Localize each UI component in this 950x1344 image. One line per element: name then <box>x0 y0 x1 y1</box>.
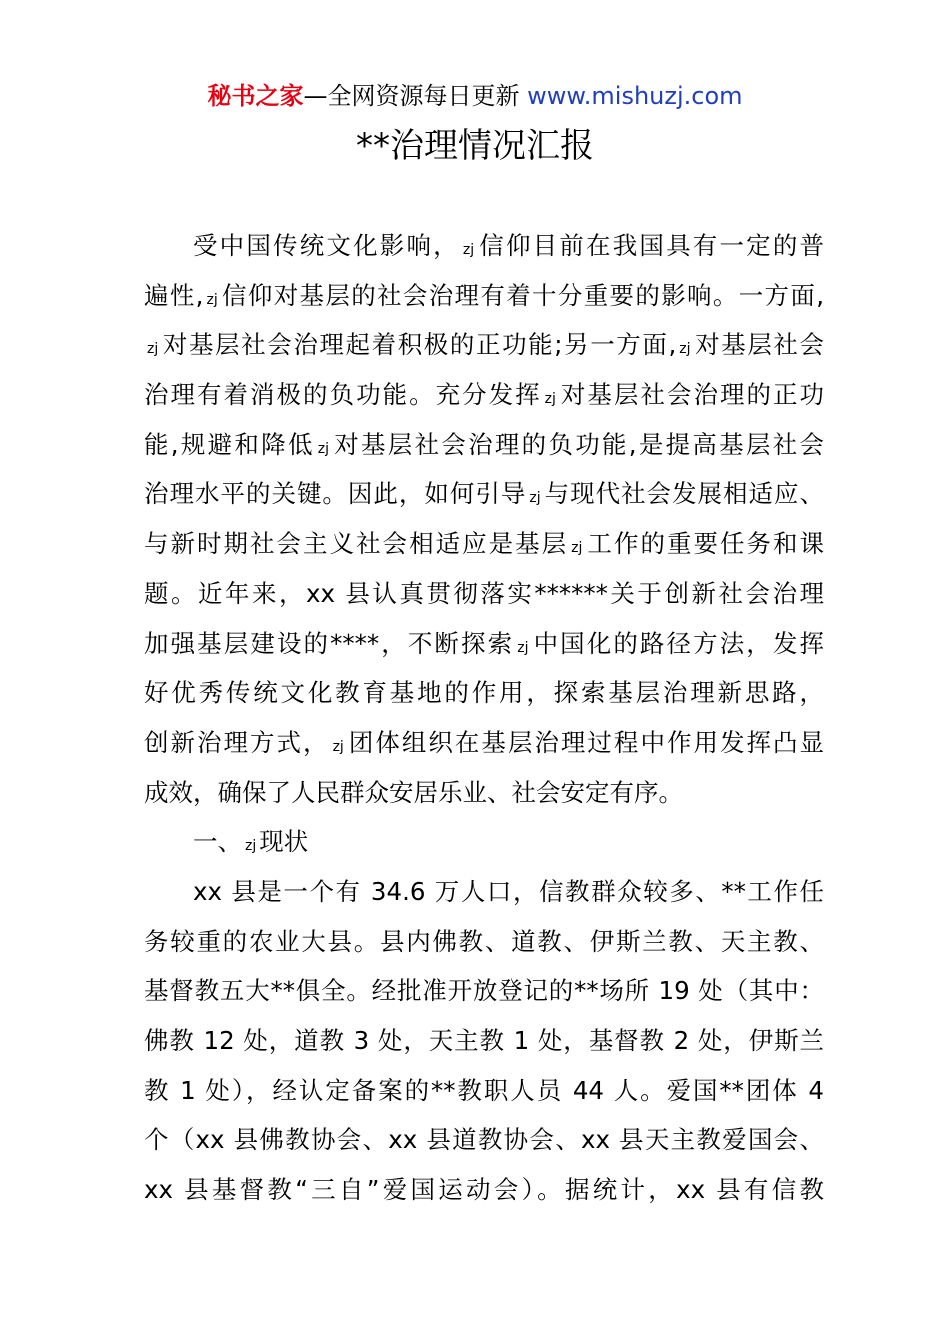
text-line: 受中国传统文化影响， zj 信仰目前在我国具有一定的普 <box>193 231 825 260</box>
site-tagline: —全网资源每日更新 <box>303 82 520 110</box>
text-line: 个（xx 县佛教协会、xx 县道教协会、xx 县天主教爱国会、 <box>144 1125 824 1155</box>
text-line: 好优秀传统文化教育基地的作用，探索基层治理新思路， <box>144 678 824 708</box>
text-line: 佛教 12 处，道教 3 处，天主教 1 处，基督教 2 处，伊斯兰 <box>144 1026 824 1056</box>
site-url-link[interactable]: www.mishuzj.com <box>527 82 743 110</box>
site-banner <box>0 80 950 112</box>
text-line: 务较重的农业大县。县内佛教、道教、伊斯兰教、天主教、 <box>144 926 824 956</box>
text-line: 加强基层建设的****，不断探索 zj 中国化的路径方法，发挥 <box>144 628 824 658</box>
text-line: 遍性, zj 信仰对基层的社会治理有着十分重要的影响。一方面, <box>144 280 824 310</box>
text-line: 治理有着消极的负功能。充分发挥 zj 对基层社会治理的正功 <box>144 380 825 410</box>
text-line: 治理水平的关键。因此，如何引导 zj 与现代社会发展相适应、 <box>144 479 825 509</box>
text-line: 创新治理方式， zj 团体组织在基层治理过程中作用发挥凸显 <box>144 727 825 757</box>
text-line: 成效，确保了人民群众安居乐业、社会安定有序。 <box>144 777 683 807</box>
section-heading <box>144 817 824 867</box>
text-line: zj 对基层社会治理起着积极的正功能;另一方面, zj 对基层社会 <box>147 330 825 360</box>
text-line: 题。近年来，xx 县认真贯彻落实******关于创新社会治理 <box>144 578 824 608</box>
text-line: 与新时期社会主义社会相适应是基层 zj 工作的重要任务和课 <box>144 529 825 559</box>
site-brand: 秘书之家 <box>207 82 304 110</box>
intro-paragraph <box>144 221 824 817</box>
text-line: 能,规避和降低 zj 对基层社会治理的负功能,是提高基层社会 <box>144 429 824 459</box>
text-line: 教 1 处），经认定备案的**教职人员 44 人。爱国**团体 4 <box>144 1075 824 1105</box>
section-paragraph <box>144 867 824 1215</box>
section-heading-line: 一、 zj 现状 <box>193 827 309 856</box>
text-line: xx 县基督教“三自”爱国运动会）。据统计，xx 县有信教 <box>144 1175 824 1205</box>
document-title: **治理情况汇报 <box>356 126 594 166</box>
text-line: 基督教五大**俱全。经批准开放登记的**场所 19 处（其中： <box>144 976 824 1006</box>
text-line: xx 县是一个有 34.6 万人口，信教群众较多、**工作任 <box>193 877 824 906</box>
